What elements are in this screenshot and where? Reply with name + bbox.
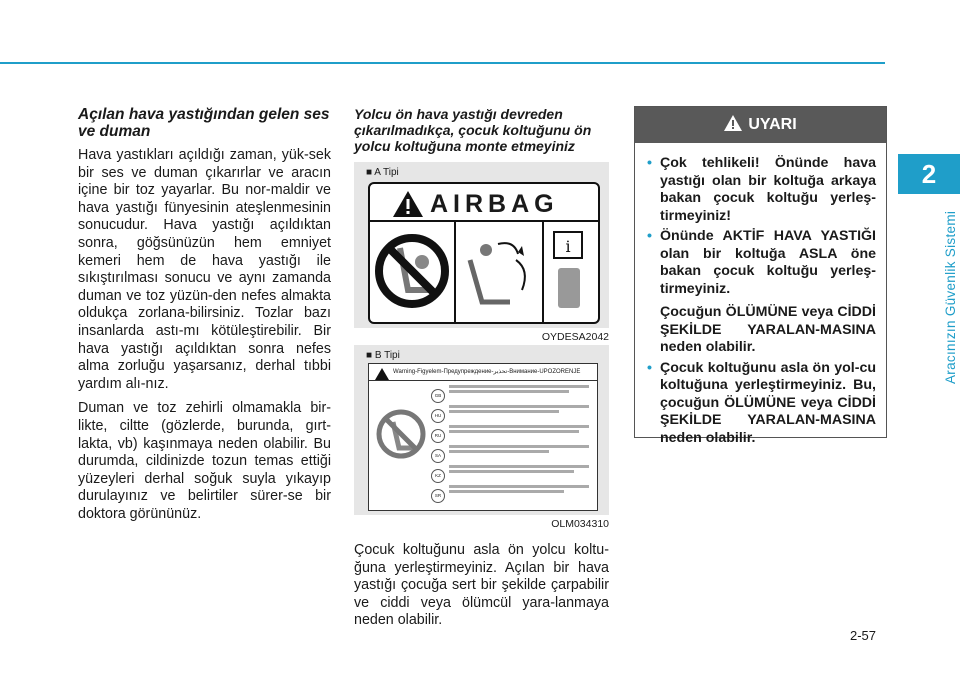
paragraph-1: Hava yastıkları açıldığı zaman, yük-sek bir ses ve duman çıkarırlar ve aracın içine bir toz yayarlar. Bu nor-maldir ve hava yastığı fünyesinin ateşlenmesinin sonucudur. Hava yastığı açıldıktan sonra, göğsünüzün hem emniyet kemeri hem de hava yastığı ile sıkıştırılması sonucu ve aynı zamanda duman ve toz yüzün-den nefes almakta oldukça zorlana-bilirsiniz. Tozlar bazı insanlarda astı-mı kötüleştirebilir. Bir hava yastığı açıldıktan sonra nefes alma zorluğu yaşarsanız, derhal tıbbi yardım alı-nız. xyxy=(78,147,331,392)
figure-a-label: ■ A Tipi xyxy=(366,167,399,178)
warning-box xyxy=(634,106,887,446)
chapter-tab: 2 xyxy=(898,154,960,194)
warning-triangle-small-icon xyxy=(375,368,389,380)
warning-label-card xyxy=(368,363,598,511)
warning-item-2: • Önünde AKTİF HAVA YASTIĞI olan bir koltuğa ASLA öne bakan çocuk koltuğu yerleş-tirmeyiniz. Çocuğun ÖLÜMÜNE veya CİDDİ ŞEKİLDE YARALAN-MASINA neden olabilir. xyxy=(647,228,876,355)
figure-b-label: ■ B Tipi xyxy=(366,350,400,361)
chapter-title-vertical: Aracınızın Güvenlik Sistemi xyxy=(943,210,958,384)
warning-list xyxy=(635,143,886,447)
language-list: GB HU RU SA KZ SR xyxy=(431,384,593,504)
no-child-seat-icon xyxy=(374,228,450,314)
heading-child-seat: Yolcu ön hava yastığı devreden çıkarılmadıkça, çocuk koltuğunu ön yolcu koltuğuna monte etmeyiniz xyxy=(354,106,592,154)
paragraph-child-seat: Çocuk koltuğunu asla ön yolcu koltu-ğuna yerleştirmeyiniz. Açılan bir hava yastığı çocuğa sert bir şekilde çarpabilir ve ciddi veya ölümcül yara-lanmaya neden olabilir. xyxy=(354,542,609,629)
warning-triangle-icon xyxy=(724,115,742,131)
warning-item-3: • Çocuk koltuğunu asla ön yol-cu koltuğuna yerleştirmeyiniz. Bu, çocuğun ÖLÜMÜNE veya CİDDİ ŞEKİLDE YARALAN-MASINA neden olabilir. xyxy=(647,359,876,446)
warning-item-2-extra: Çocuğun ÖLÜMÜNE veya CİDDİ ŞEKİLDE YARALAN-MASINA neden olabilir. xyxy=(660,304,876,355)
no-rear-facing-seat-icon xyxy=(375,408,427,460)
figure-a xyxy=(354,162,609,328)
warning-banner: Warning-Figyelem-Предупреждение-تحذير-Внимание-UPOZORENJE xyxy=(393,369,581,375)
manual-book-icon xyxy=(550,230,590,314)
svg-text:i: i xyxy=(565,237,571,256)
warning-header xyxy=(635,107,886,143)
heading-smoke: Açılan hava yastığından gelen ses ve duman xyxy=(78,106,330,140)
warning-item-1: • Çok tehlikeli! Önünde hava yastığı olan bir koltuğa arkaya bakan çocuk koltuğu yerleş-tirmeyiniz! xyxy=(647,155,876,224)
middle-column xyxy=(354,106,609,637)
top-rule xyxy=(0,62,885,64)
figure-b-code: OLM034310 xyxy=(551,518,609,530)
paragraph-2: Duman ve toz zehirli olmamakla bir-likte, ciltte (gözlerde, burunda, gırt-lakta, vb) kaşınmaya neden olabilir. Bu durumda, cildinizde tozun temas ettiği yüzeyleri derhal soğuk suyla yıkayıp durulayınız ve belirtiler sürer-se bir doktora görününüz. xyxy=(78,400,331,522)
warning-title: UYARI xyxy=(748,116,797,133)
airbag-sign-text: AIRBAG xyxy=(430,190,559,218)
figure-a-code: OYDESA2042 xyxy=(541,331,609,343)
figure-b xyxy=(354,345,609,515)
airbag-sign xyxy=(368,182,600,324)
page-number: 2-57 xyxy=(850,628,877,643)
airbag-deploy-icon xyxy=(460,230,538,314)
left-column xyxy=(78,106,331,530)
warning-triangle-icon xyxy=(392,190,424,218)
